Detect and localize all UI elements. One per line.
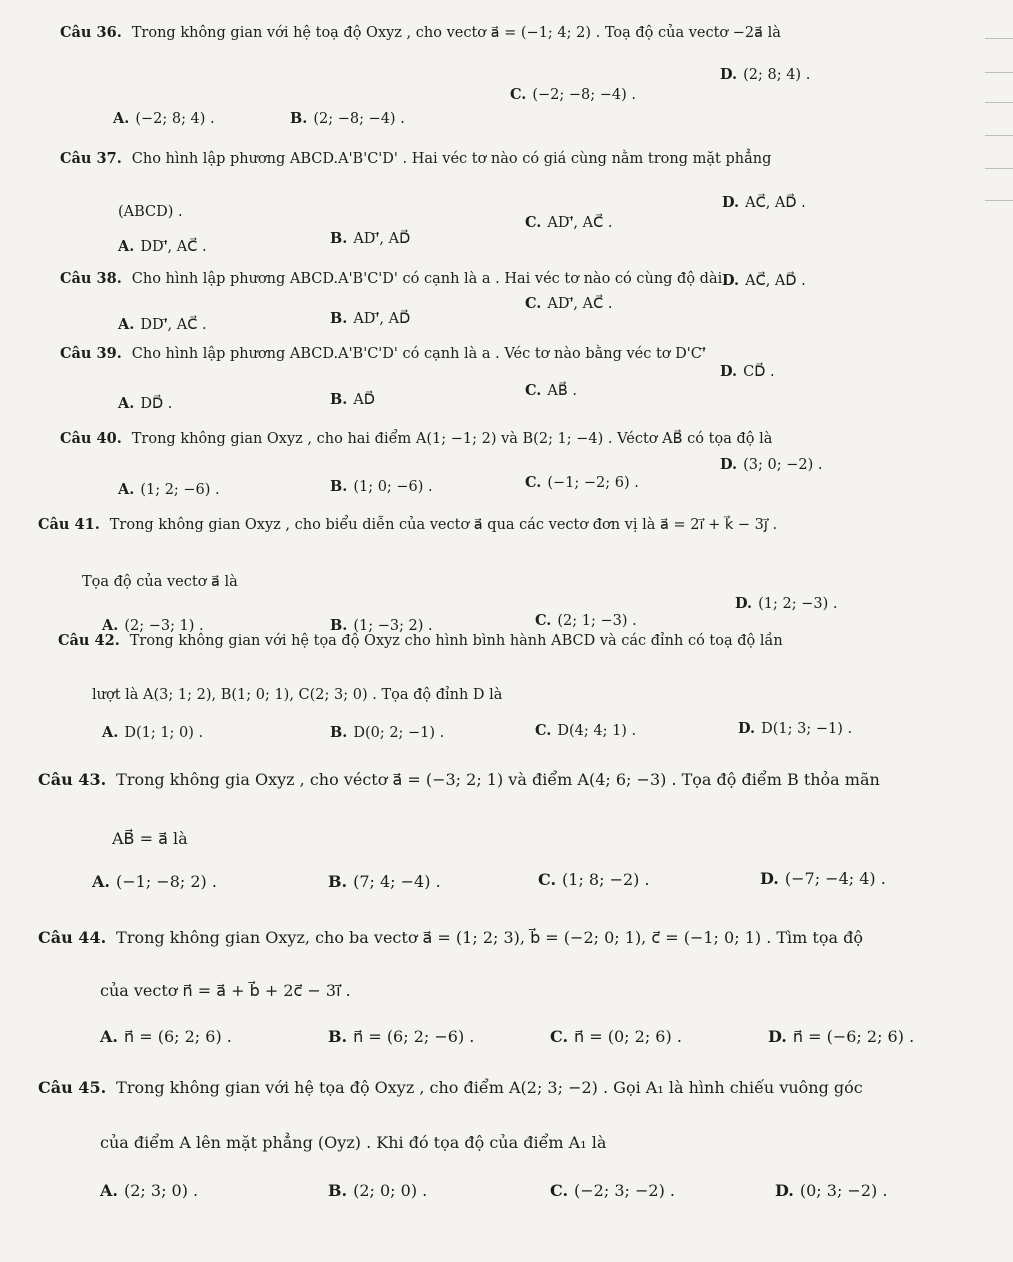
option-c[interactable]: C. (−2; 3; −2) . (550, 1181, 675, 1200)
question-number: Câu 45. (38, 1078, 107, 1097)
option-c[interactable]: C. AB⃗ . (525, 382, 577, 399)
option-c[interactable]: C. AD'⃗, AC⃗ . (525, 295, 613, 312)
question-text: Cho hình lập phương ABCD.A'B'C'D' . Hai véc tơ nào có giá cùng nằm trong mặt phẳng (131, 151, 772, 167)
option-b[interactable]: B. (1; 0; −6) . (330, 478, 433, 495)
question-number: Câu 37. (60, 150, 122, 167)
question-text: Cho hình lập phương ABCD.A'B'C'D' có cạnh là a . Hai véc tơ nào có cùng độ dài. (131, 271, 727, 287)
option-a[interactable]: A. D(1; 1; 0) . (102, 724, 204, 741)
option-a[interactable]: A. DD'⃗, AC⃗ . (118, 238, 207, 255)
question-text: Cho hình lập phương ABCD.A'B'C'D' có cạnh là a . Véc tơ nào bằng véc tơ D'C'⃗ (131, 346, 706, 362)
question-42-cont: lượt là A(3; 1; 2), B(1; 0; 1), C(2; 3; 0) . Tọa độ đỉnh D là (92, 687, 503, 703)
scan-edge-mark (985, 72, 1013, 73)
question-number: Câu 41. (38, 516, 100, 533)
scan-edge-mark (985, 38, 1013, 39)
option-b[interactable]: B. n⃗ = (6; 2; −6) . (328, 1027, 475, 1046)
option-b[interactable]: B. (2; 0; 0) . (328, 1181, 428, 1200)
question-number: Câu 38. (60, 270, 122, 287)
question-text: Trong không gian với hệ tọa độ Oxyz cho hình bình hành ABCD và các đỉnh có toạ độ lần (129, 633, 783, 649)
option-b[interactable]: B. (2; −8; −4) . (290, 110, 405, 127)
question-text: Trong không gian Oxyz , cho hai điểm A(1; −1; 2) và B(2; 1; −4) . Véctơ AB⃗ có tọa độ là (131, 431, 773, 447)
option-c[interactable]: C. AD'⃗, AC⃗ . (525, 214, 613, 231)
option-a[interactable]: A. DD⃗ . (118, 395, 173, 412)
question-40 (60, 432, 772, 447)
question-text: Trong không gia Oxyz , cho véctơ a⃗ = (−3; 2; 1) và điểm A(4; 6; −3) . Tọa độ điểm B thỏa mãn (116, 770, 880, 789)
option-a[interactable]: A. (1; 2; −6) . (118, 481, 220, 498)
option-d[interactable]: D. AC⃗, AD⃗ . (722, 272, 806, 289)
option-d[interactable]: D. (1; 2; −3) . (735, 595, 838, 612)
option-a[interactable]: A. (−1; −8; 2) . (92, 872, 217, 891)
scan-edge-mark (985, 102, 1013, 103)
question-text: Trong không gian với hệ tọa độ Oxyz , cho điểm A(2; 3; −2) . Gọi A₁ là hình chiếu vuông góc (116, 1078, 863, 1097)
question-text: Trong không gian Oxyz, cho ba vectơ a⃗ = (1; 2; 3), b⃗ = (−2; 0; 1), c⃗ = (−1; 0; 1) . Tìm tọa độ (116, 928, 863, 947)
question-number: Câu 43. (38, 770, 107, 789)
question-number: Câu 39. (60, 345, 122, 362)
option-d[interactable]: D. (3; 0; −2) . (720, 456, 823, 473)
scan-edge-mark (985, 135, 1013, 136)
question-38 (60, 272, 727, 287)
option-d[interactable]: D. n⃗ = (−6; 2; 6) . (768, 1027, 915, 1046)
question-44-cont: của vectơ n⃗ = a⃗ + b⃗ + 2c⃗ − 3i⃗ . (100, 981, 351, 1000)
question-text: Trong không gian Oxyz , cho biểu diễn của vectơ a⃗ qua các vectơ đơn vị là a⃗ = 2i⃗ + k⃗ − 3j⃗ . (109, 517, 778, 533)
option-c[interactable]: C. (−2; −8; −4) . (510, 86, 636, 103)
option-d[interactable]: D. D(1; 3; −1) . (738, 720, 853, 737)
question-43-cont: AB⃗ = a⃗ là (112, 829, 188, 848)
question-41 (38, 518, 777, 533)
option-b[interactable]: B. (1; −3; 2) . (330, 617, 433, 634)
scan-edge-mark (985, 168, 1013, 169)
option-d[interactable]: D. (−7; −4; 4) . (760, 869, 886, 888)
question-44 (38, 930, 863, 946)
option-d[interactable]: D. CD⃗ . (720, 363, 775, 380)
question-number: Câu 44. (38, 928, 107, 947)
question-45 (38, 1080, 863, 1096)
option-b[interactable]: B. AD'⃗, AD⃗ (330, 230, 411, 247)
question-37 (60, 152, 771, 167)
option-a[interactable]: A. (−2; 8; 4) . (113, 110, 215, 127)
option-a[interactable]: A. (2; 3; 0) . (100, 1181, 199, 1200)
option-d[interactable]: D. (0; 3; −2) . (775, 1181, 888, 1200)
option-a[interactable]: A. n⃗ = (6; 2; 6) . (100, 1027, 232, 1046)
option-b[interactable]: B. AD'⃗, AD⃗ (330, 310, 411, 327)
option-c[interactable]: C. n⃗ = (0; 2; 6) . (550, 1027, 682, 1046)
question-42 (58, 634, 783, 649)
option-c[interactable]: C. (1; 8; −2) . (538, 870, 650, 889)
option-c[interactable]: C. (−1; −2; 6) . (525, 474, 639, 491)
option-d[interactable]: D. AC⃗, AD⃗ . (722, 194, 806, 211)
question-41-cont: Tọa độ của vectơ a⃗ là (82, 574, 238, 590)
question-number: Câu 40. (60, 430, 122, 447)
option-b[interactable]: B. (7; 4; −4) . (328, 872, 441, 891)
option-b[interactable]: B. AD⃗ (330, 391, 375, 408)
option-c[interactable]: C. (2; 1; −3) . (535, 612, 637, 629)
option-a[interactable]: A. DD'⃗, AC⃗ . (118, 316, 207, 333)
question-number: Câu 42. (58, 632, 120, 649)
scan-edge-mark (985, 200, 1013, 201)
question-number: Câu 36. (60, 24, 122, 41)
question-45-cont: của điểm A lên mặt phẳng (Oyz) . Khi đó tọa độ của điểm A₁ là (100, 1133, 607, 1152)
question-37-cont: (ABCD) . (118, 204, 183, 220)
question-39 (60, 347, 706, 362)
question-43 (38, 772, 880, 788)
option-b[interactable]: B. D(0; 2; −1) . (330, 724, 445, 741)
option-a[interactable]: A. (2; −3; 1) . (102, 617, 204, 634)
question-text: Trong không gian với hệ toạ độ Oxyz , cho vectơ a⃗ = (−1; 4; 2) . Toạ độ của vectơ −2a⃗ là (131, 25, 781, 41)
option-c[interactable]: C. D(4; 4; 1) . (535, 722, 637, 739)
option-d[interactable]: D. (2; 8; 4) . (720, 66, 811, 83)
question-36 (60, 26, 980, 41)
